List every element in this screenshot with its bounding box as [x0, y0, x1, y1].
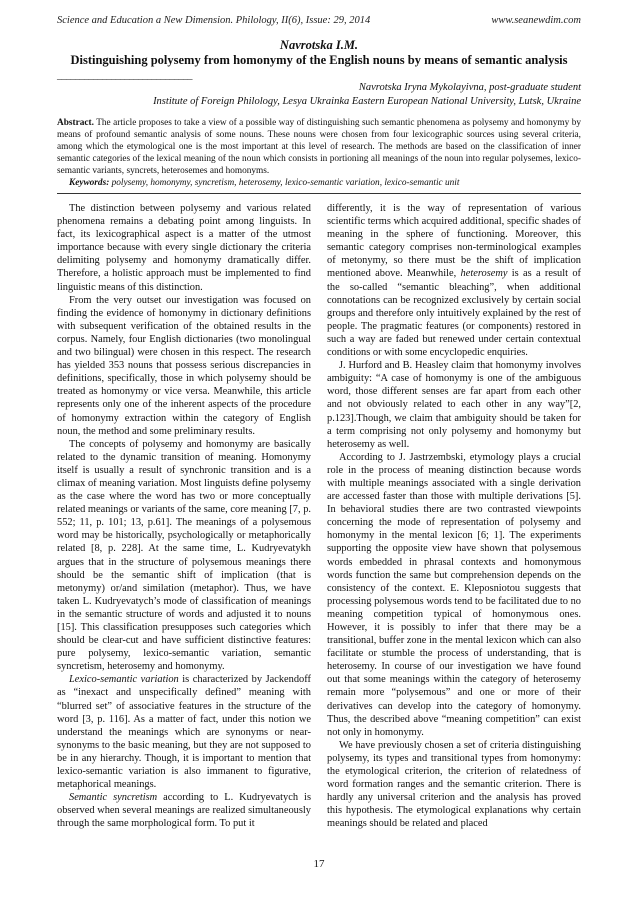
keywords-text: polysemy, homonymy, syncretism, heterosemy, lexico-semantic variation, lexico-semantic unit [109, 178, 460, 188]
left-column [57, 202, 311, 831]
abstract-divider [57, 193, 581, 194]
body-columns [57, 202, 581, 831]
page [57, 14, 581, 831]
affiliation-institution: Institute of Foreign Philology, Lesya Ukrainka Eastern European National University, Lutsk, Ukraine [153, 96, 581, 107]
page-number: 17 [313, 858, 325, 870]
paragraph: J. Hurford and B. Heasley claim that homonymy involves ambiguity: “A case of homonymy is one of the ambiguous word, those different senses are far apart from each other and not obviously related to each other in any way”[2, p.123].Though, we claim that ambiguity should be taken for a term comprising not only polysemy and homonymy but heterosemy as well. [327, 360, 581, 450]
paragraph-text: is characterized by Jackendoff as “inexact and unspecifically defined” meaning with “blurred set” of associative features in the structure of the word [3, p. 116]. As a matter of fact, under this notion we understand the meanings which are synonyms or near-synonyms to the basic meaning, but they are not supposed to be in any hierarchy. Though, it is important to mention that lexico-semantic variation is also immanent to figurative, metaphorical meanings. [57, 674, 311, 791]
term-italic: Lexico-semantic variation [69, 674, 179, 686]
term-italic: heterosemy [460, 268, 508, 280]
separator-rule: ______________________________ [57, 70, 192, 81]
paragraph: The concepts of polysemy and homonymy are basically related to the dynamic transition of meaning. Homonymy itself is usually a result of synchronic transition and is a climax of meaning variation. Most linguists define polysemy as the case where the word has two or more conceptually related meanings or variants of the same, core meaning [7, p. 552; 11, p. 101; 13, p.61]. The meanings of a polysemous word may be historically, psychologically or metaphorically related [8, p. 228]. At the same time, L. Kudryevatykh argues that in the structure of polysemous meanings there should be the semantic shift of implication (that is metonymy) or/and similation (metaphor). Thus, we have taken L. Kudryevatych’s mode of classification of meanings in the semantic structure of words and adjusted it to nouns [15]. This classification presupposes such categories which should be clear-cut and have sufficient distinctive features: pure polysemy, lexico-semantic variation, semantic syncretism, heterosemy and homonymy. [57, 438, 311, 673]
running-header [57, 14, 581, 28]
paragraph: We have previously chosen a set of criteria distinguishing polysemy, its types and transitional types from homonymy: the etymological criterion, the criterion of relatedness of word formation ranges and the semantic criterion. There is hardly any universal criterion and the analysis has proved this hypothesis. The etymological explanations why certain meanings should be related and placed [327, 739, 581, 830]
paragraph-text: is as a result of the so-called “semantic bleaching”, when additional connotations can be recognized exclusively by certain social groups and therefore only intuitively explained by the rest of people. The pragmatic features (or components) restored in such a way are faded but renewed under certain contextual conditions or with some encyclopedic enquiries. [327, 268, 581, 359]
paragraph-text: differently, it is the way of representation of various scientific terms which acquired additional, specific shades of meaning in the sphere of functioning. Moreover, this semantic category comprises non-terminological examples of metonymy, so there must be the shift of implication mentioned above. Meanwhile, [327, 203, 581, 280]
paragraph: From the very outset our investigation was focused on finding the evidence of homonymy in dictionary definitions with subsequent verification of the obtained results in the corpus. Namely, four English dictionaries (two monolingual and two bilingual) were chosen in this respect. The research has yielded 353 nouns that possess serious discrepancies in definitions, specifically, those in which polysemy should be treated as homonymy or vice versa. Meanwhile, this article represents only one of the inherent aspects of the procedure of homonymy extraction within the category of English noun, the method and some preliminary results. [57, 294, 311, 437]
abstract [57, 117, 581, 177]
journal-citation: Science and Education a New Dimension. Philology, II(6), Issue: 29, 2014 [57, 15, 371, 26]
paragraph-text: according to L. Kudryevatych is observed when several meanings are realized simultaneously through the same morphological form. To put it [57, 792, 311, 830]
abstract-label: Abstract. [57, 118, 94, 128]
article-title: Distinguishing polysemy from homonymy of the English nouns by means of semantic analysis [70, 53, 568, 67]
keywords [57, 177, 581, 189]
keywords-label: Keywords: [69, 178, 110, 188]
affiliation-name: Navrotska Iryna Mykolayivna, post-graduate student [358, 82, 581, 93]
journal-website: www.seanewdim.com [491, 15, 581, 26]
paragraph [327, 202, 581, 359]
paragraph [57, 673, 311, 791]
paragraph [57, 791, 311, 830]
paragraph: According to J. Jastrzembski, etymology plays a crucial role in the process of meaning distinction because words with multiple meanings associated with a single derivation are accessed faster than those with multiple derivations [5]. In behavioral studies there are two contrasted viewpoints concerning the mode of representation of polysemy and homonymy in the mental lexicon [6; 1]. The experiments supporting the opposite view have shown that polysemous words embedded in phrasal contexts and homonymous words function the same but comprehension depends on the consistency of the context. E. Kleposniotou suggests that processing polysemous words tend to be facilitated due to no meaning competition typical of homonymous ones. However, it is possibly to infer that there may be a transitional, buffer zone in the mental lexicon which can also facilitate or stumble the process of understanding, that is heterosemy. In course of our investigation we have found out that some meanings within the category of heterosemy remain more “polysemous” and one or more of their derivatives can develop into the category of homonymy. Thus, the described above “meaning competition” can exist not only in homonymy. [327, 451, 581, 738]
right-column [327, 202, 581, 831]
article-author: Navrotska I.M. [279, 38, 359, 52]
paragraph: The distinction between polysemy and various related phenomena remains a debating point among linguists. In fact, its lexicographical aspect is a matter of the utmost importance because with every single dictionary the criteria delimiting polysemy and homonymy dramatically differ. Therefore, a holistic approach must be implemented to find linguistic means of this distinction. [57, 203, 311, 293]
abstract-text: The article proposes to take a view of a possible way of distinguishing such semantic phenomena as polysemy and homonymy by means of profound semantic analysis of some nouns. These nouns were chosen from four lexicographic sources using several criteria, among which the etymological one is the most important at this level of research. The methods are based on the classification of inner semantic categories of the lexical meaning of the noun which consists in portioning all meanings of the noun into regular polysemes, lexico-semantic variants, syncrets, heterosemes and homonyms. [57, 118, 581, 176]
term-italic: Semantic syncretism [69, 792, 158, 804]
